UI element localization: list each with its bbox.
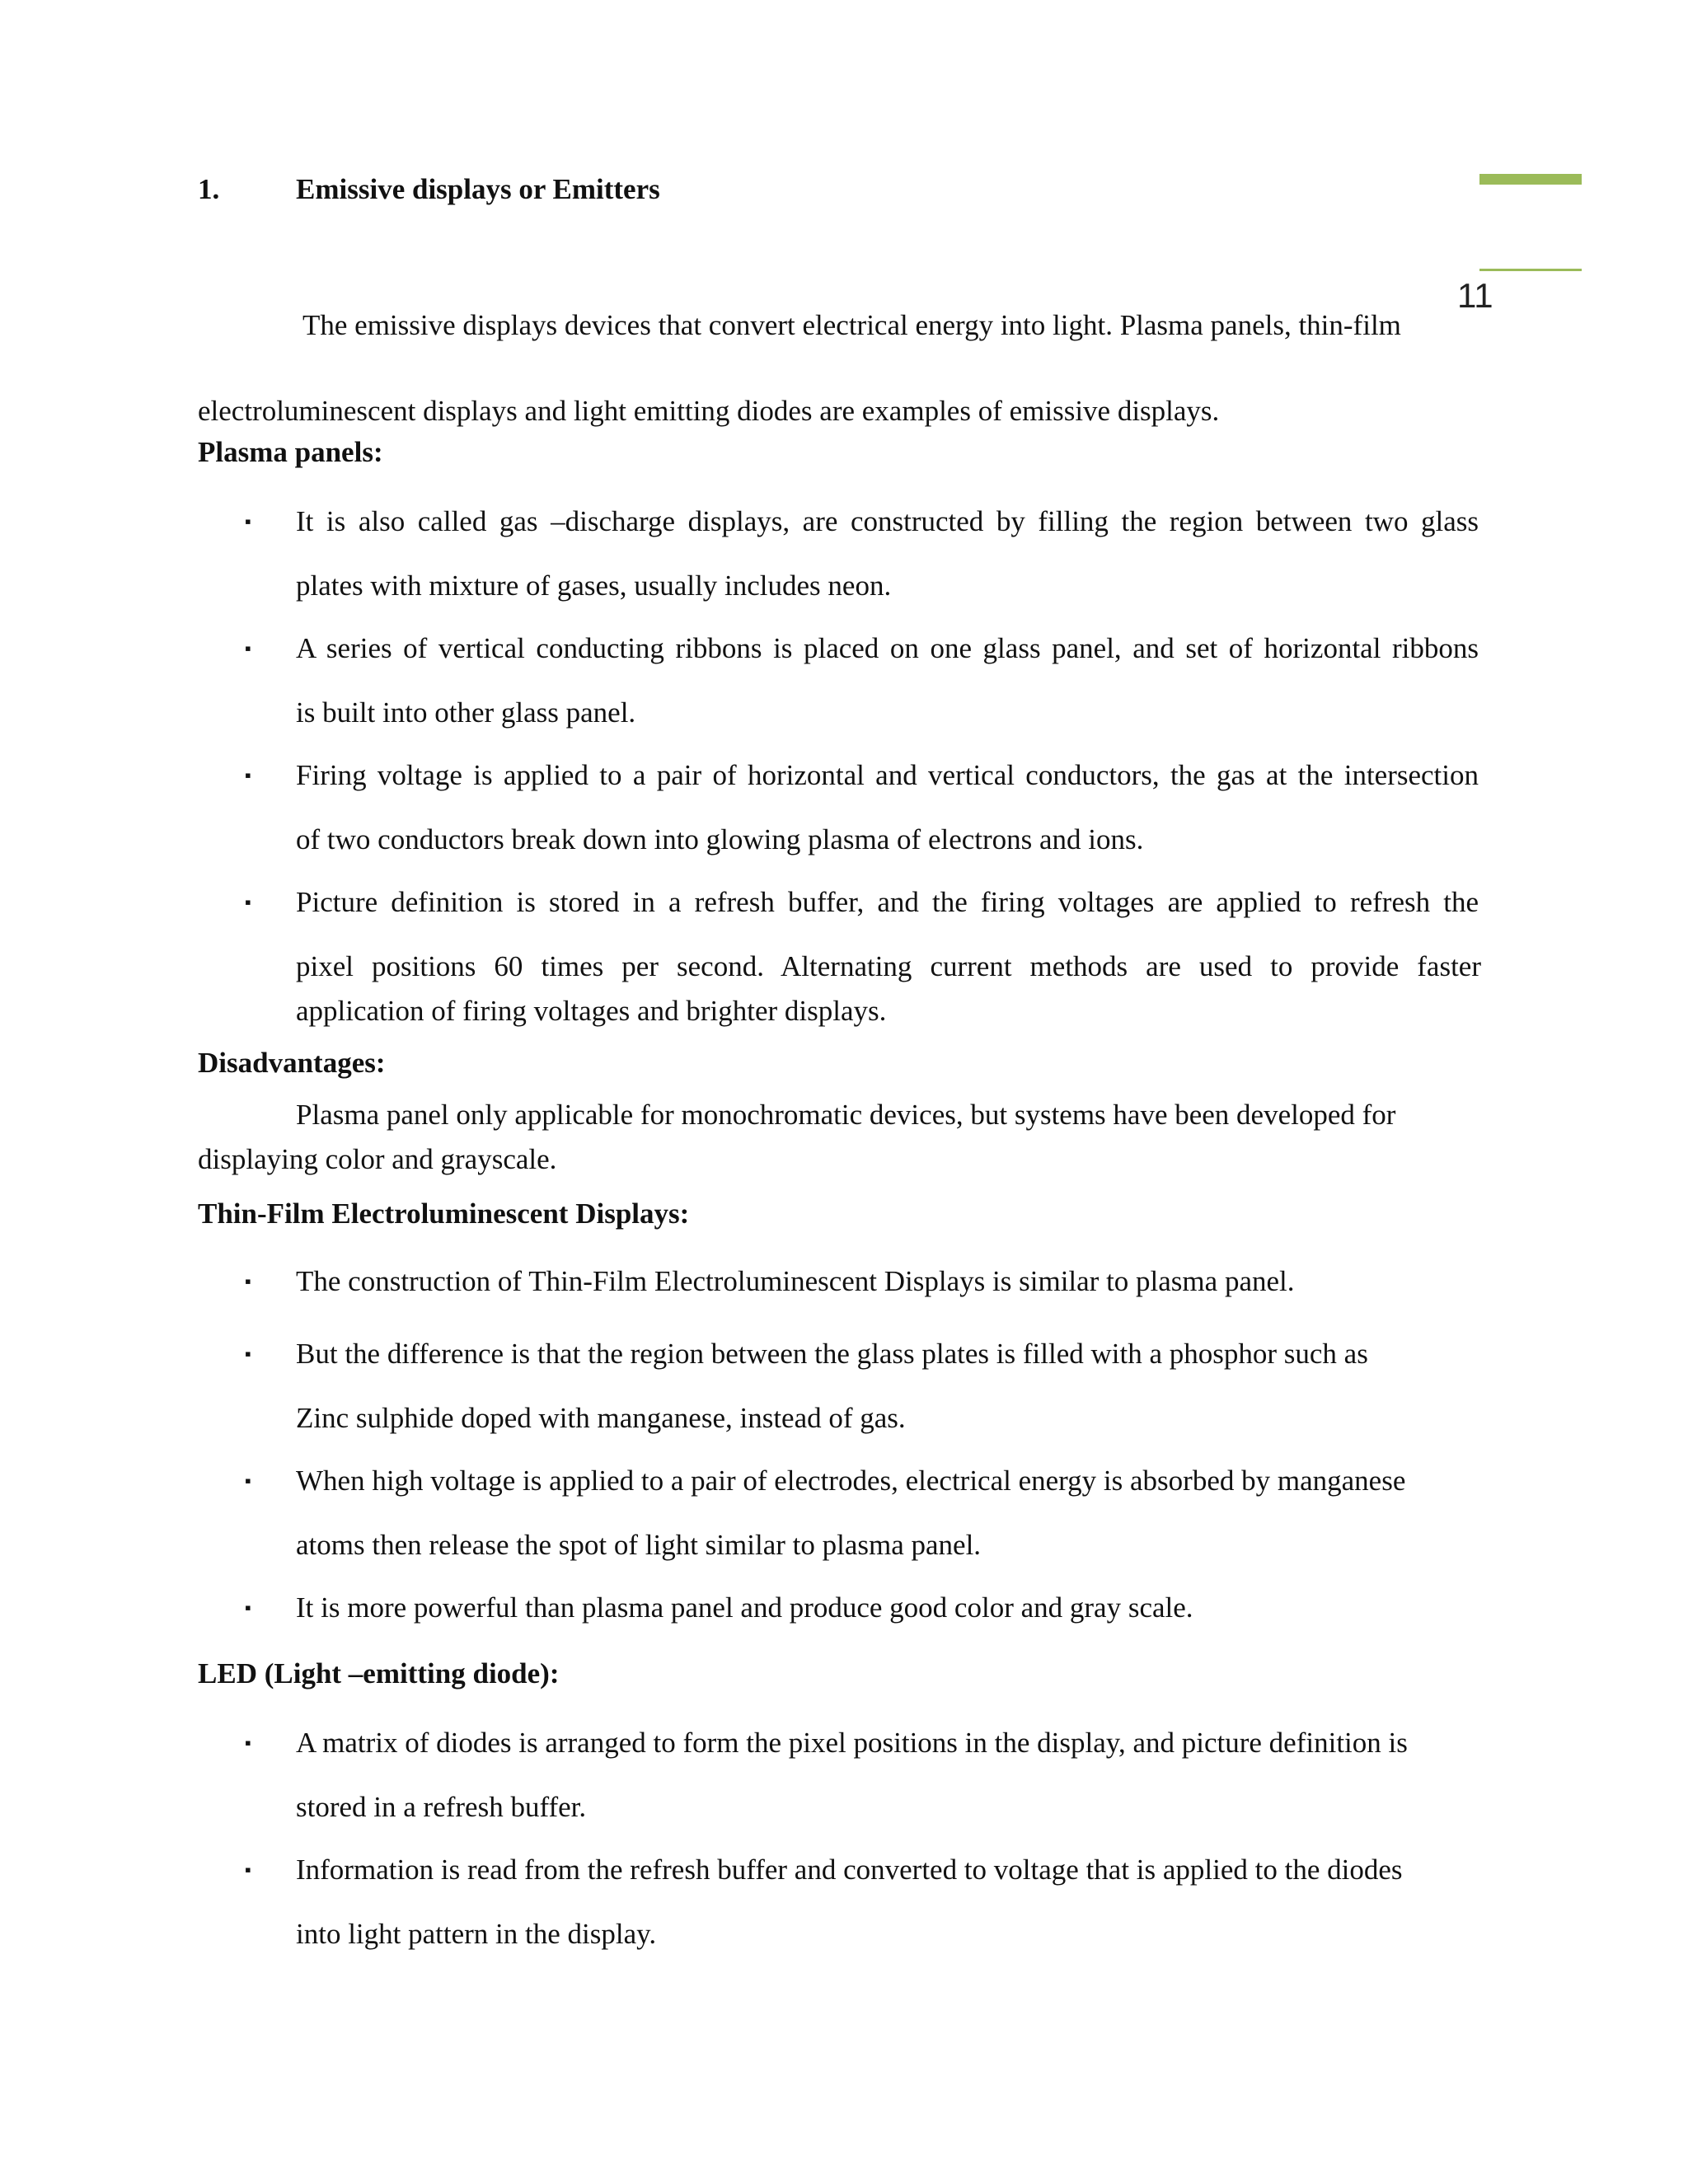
plasma-bullet-4-line-2: pixel positions 60 times per second. Alternating current methods are used to provide faster <box>296 950 1481 982</box>
tfel-bullet-3-line-2: atoms then release the spot of light similar to plasma panel. <box>296 1529 982 1561</box>
plasma-bullet-4-line-1: Picture definition is stored in a refresh buffer, and the firing voltages are applied to refresh the <box>296 886 1479 918</box>
disadvantages-heading: Disadvantages: <box>198 1047 386 1079</box>
section-number: 1. <box>198 173 220 205</box>
tfel-heading: Thin-Film Electroluminescent Displays: <box>198 1197 690 1230</box>
plasma-bullet-3-line-2: of two conductors break down into glowing plasma of electrons and ions. <box>296 823 1144 855</box>
tfel-bullet-2-line-2: Zinc sulphide doped with manganese, instead of gas. <box>296 1402 906 1434</box>
led-heading: LED (Light –emitting diode): <box>198 1657 560 1690</box>
bullet-marker: ▪ <box>245 1470 251 1491</box>
bullet-marker: ▪ <box>245 511 251 532</box>
plasma-bullet-4-line-3: application of firing voltages and brighter displays. <box>296 995 887 1027</box>
bullet-marker: ▪ <box>245 1732 251 1753</box>
plasma-bullet-2-line-1: A series of vertical conducting ribbons is placed on one glass panel, and set of horizontal ribbons <box>296 632 1479 664</box>
bullet-marker: ▪ <box>245 765 251 785</box>
header-accent-bar <box>1479 174 1582 185</box>
plasma-heading: Plasma panels: <box>198 436 383 468</box>
led-bullet-2-line-2: into light pattern in the display. <box>296 1918 657 1950</box>
led-bullet-1-line-1: A matrix of diodes is arranged to form the pixel positions in the display, and picture definition is <box>296 1727 1408 1759</box>
plasma-bullet-1-line-2: plates with mixture of gases, usually includes neon. <box>296 569 892 602</box>
tfel-bullet-3-line-1: When high voltage is applied to a pair of electrodes, electrical energy is absorbed by manganese <box>296 1465 1406 1497</box>
header-accent-rule <box>1479 269 1582 271</box>
section-title: Emissive displays or Emitters <box>296 173 660 205</box>
plasma-bullet-1-line-1: It is also called gas –discharge displays, are constructed by filling the region between two glass <box>296 505 1479 537</box>
bullet-marker: ▪ <box>245 1859 251 1880</box>
tfel-bullet-1-line-1: The construction of Thin-Film Electroluminescent Displays is similar to plasma panel. <box>296 1265 1295 1297</box>
intro-line-1: The emissive displays devices that convert electrical energy into light. Plasma panels, thin-film <box>302 309 1401 341</box>
tfel-bullet-2-line-1: But the difference is that the region between the glass plates is filled with a phosphor such as <box>296 1338 1368 1370</box>
bullet-marker: ▪ <box>245 638 251 658</box>
led-bullet-1-line-2: stored in a refresh buffer. <box>296 1791 587 1823</box>
bullet-marker: ▪ <box>245 892 251 912</box>
plasma-bullet-3-line-1: Firing voltage is applied to a pair of horizontal and vertical conductors, the gas at the intersection <box>296 759 1479 791</box>
tfel-bullet-4-line-1: It is more powerful than plasma panel and produce good color and gray scale. <box>296 1591 1193 1624</box>
bullet-marker: ▪ <box>245 1597 251 1618</box>
disadvantages-line-1: Plasma panel only applicable for monochromatic devices, but systems have been developed for <box>296 1099 1396 1131</box>
page-number: 11 <box>1457 276 1493 315</box>
bullet-marker: ▪ <box>245 1343 251 1364</box>
intro-line-2: electroluminescent displays and light emitting diodes are examples of emissive displays. <box>198 395 1220 427</box>
plasma-bullet-2-line-2: is built into other glass panel. <box>296 696 636 729</box>
disadvantages-line-2: displaying color and grayscale. <box>198 1143 557 1175</box>
bullet-marker: ▪ <box>245 1271 251 1291</box>
led-bullet-2-line-1: Information is read from the refresh buffer and converted to voltage that is applied to the diodes <box>296 1854 1403 1886</box>
